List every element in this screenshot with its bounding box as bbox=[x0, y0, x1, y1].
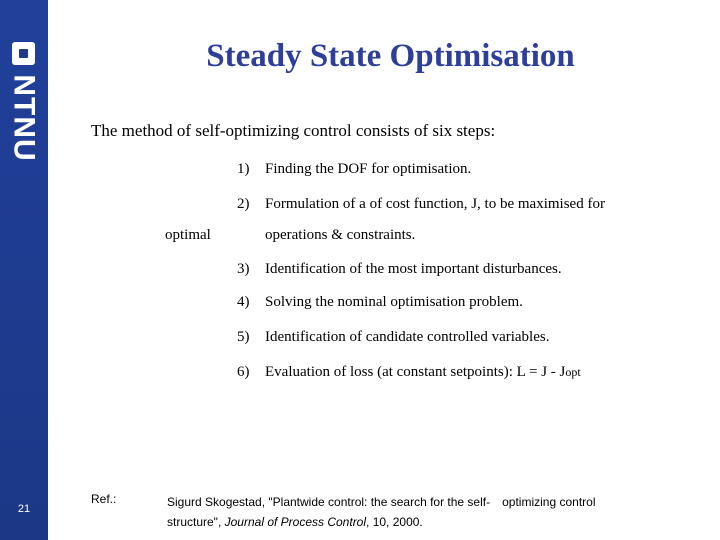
step-6 bbox=[237, 364, 581, 381]
step-number: 5) bbox=[237, 329, 250, 345]
step-text: Evaluation of loss (at constant setpoints): L = J - J bbox=[265, 364, 566, 380]
step-text: Identification of the most important disturbances. bbox=[265, 261, 562, 277]
step-3 bbox=[237, 261, 562, 278]
step-number: 2) bbox=[237, 196, 250, 212]
sidebar bbox=[0, 0, 48, 540]
ntnu-logo-text: NTNU bbox=[8, 74, 42, 162]
intro-text: The method of self-optimizing control consists of six steps: bbox=[91, 121, 496, 140]
reference-line-1: Sigurd Skogestad, "Plantwide control: the search for the self- optimizing control bbox=[167, 495, 596, 509]
step-2 bbox=[237, 196, 605, 213]
step-2-continuation-text: operations & constraints. bbox=[265, 227, 416, 243]
page-number: 21 bbox=[17, 503, 31, 515]
step-number: 3) bbox=[237, 261, 250, 277]
step-6-subscript: opt bbox=[565, 365, 581, 379]
step-text: Solving the nominal optimisation problem. bbox=[265, 294, 523, 310]
step-number: 4) bbox=[237, 294, 250, 310]
step-number: 6) bbox=[237, 364, 250, 380]
step-2-prefix: optimal bbox=[165, 227, 211, 243]
step-2-continuation bbox=[165, 227, 415, 244]
journal-name: Journal of Process Control bbox=[224, 515, 367, 529]
reference-line-2: structure", Journal of Process Control, 10, 2000. bbox=[167, 515, 423, 529]
reference-label: Ref.: bbox=[91, 492, 117, 506]
ntnu-logo-icon bbox=[12, 42, 35, 65]
step-number: 1) bbox=[237, 161, 250, 177]
step-text: Finding the DOF for optimisation. bbox=[265, 161, 472, 177]
step-4 bbox=[237, 294, 523, 311]
step-text: Formulation of a of cost function, J, to be maximised for bbox=[265, 196, 605, 212]
reference-text bbox=[167, 492, 647, 532]
step-text: Identification of candidate controlled variables. bbox=[265, 329, 550, 345]
slide-title: Steady State Optimisation bbox=[206, 38, 575, 74]
step-1 bbox=[237, 161, 471, 178]
step-5 bbox=[237, 329, 549, 346]
